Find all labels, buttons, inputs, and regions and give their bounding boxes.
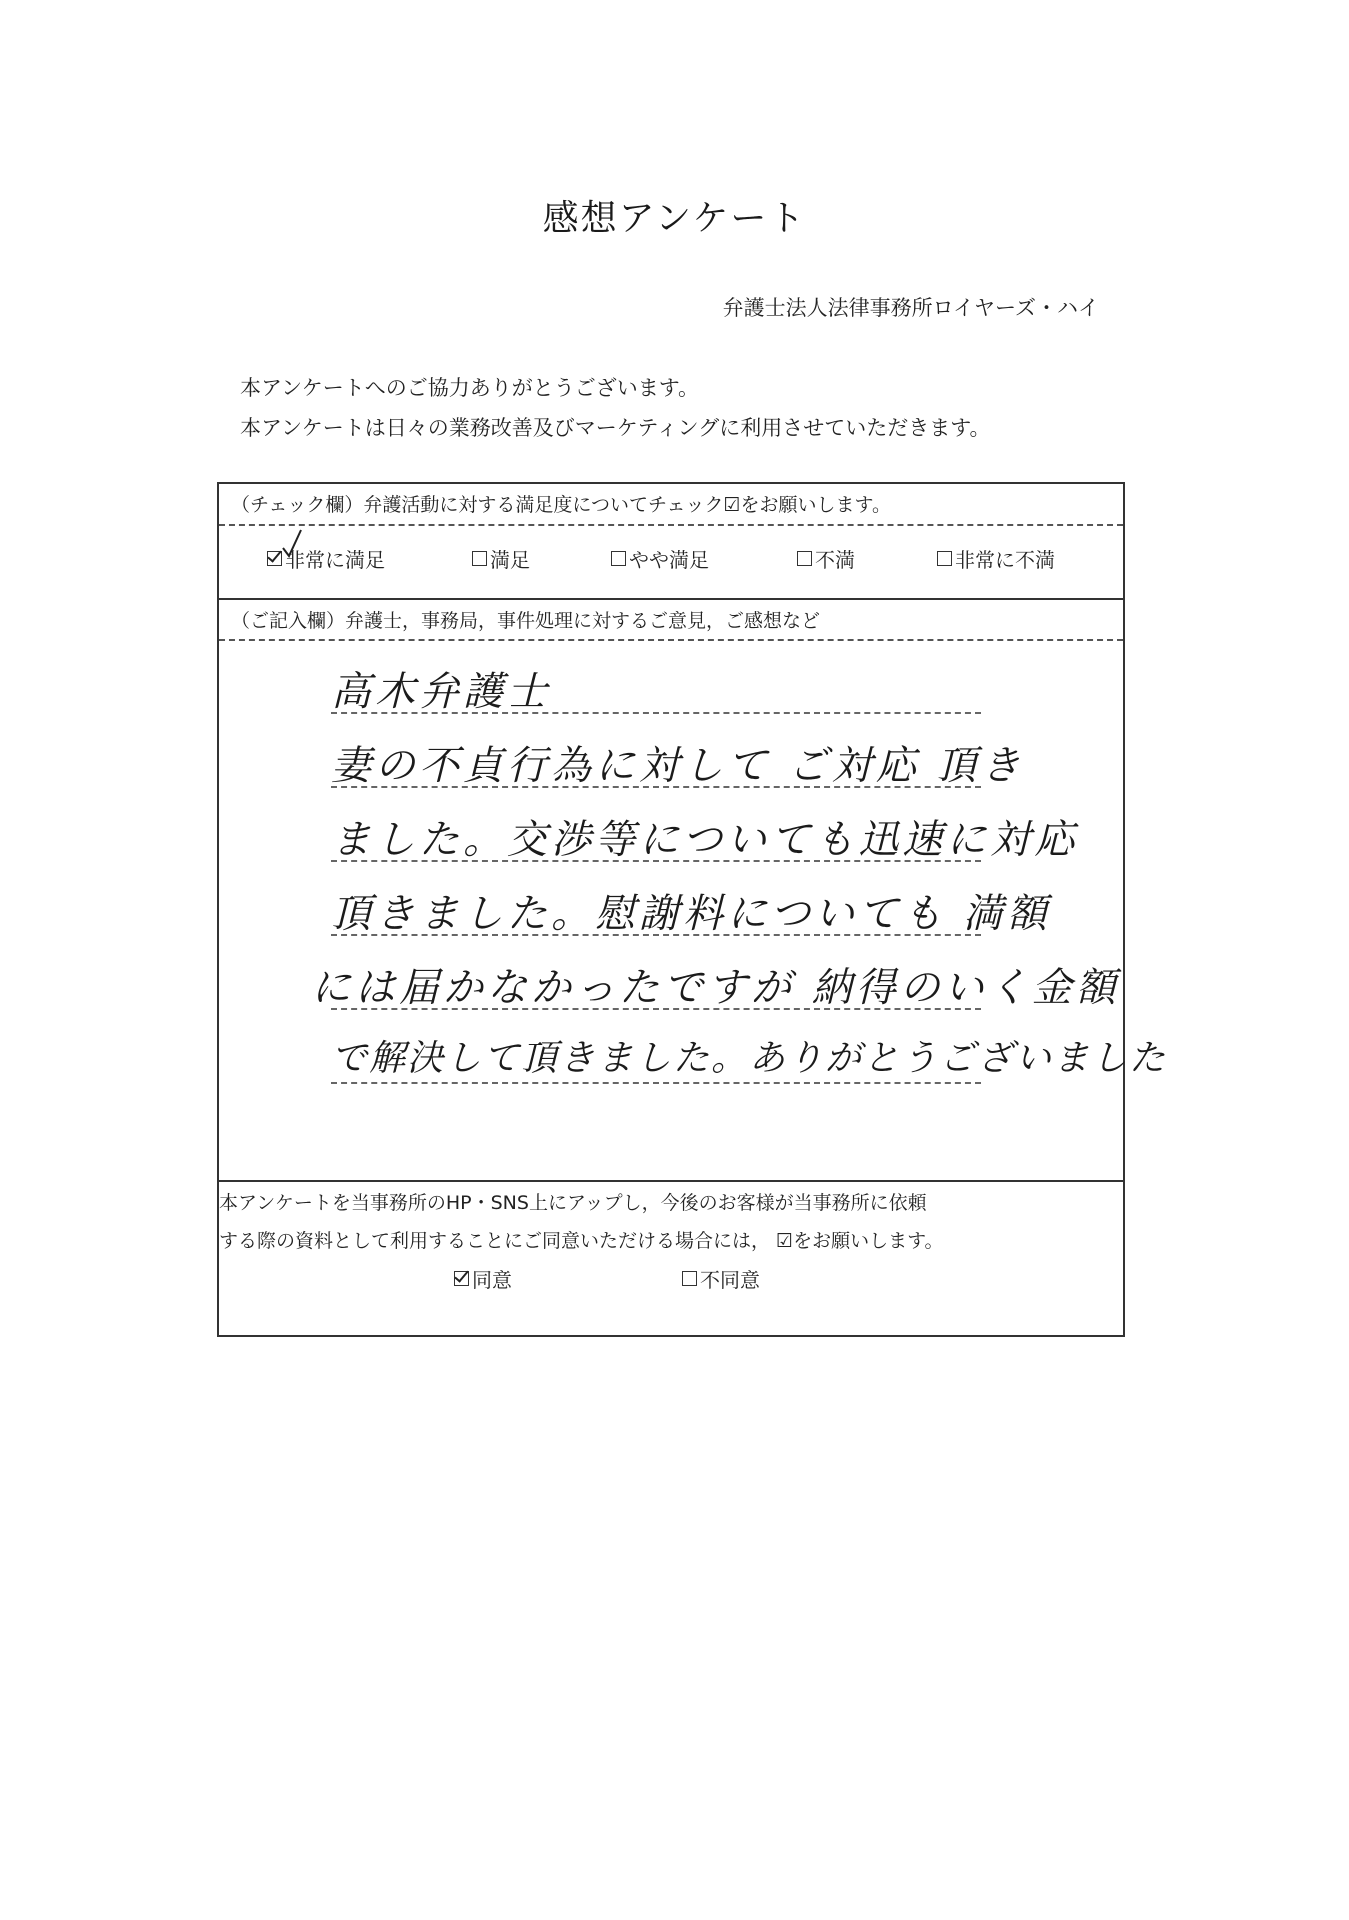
option-very-satisfied[interactable] [267, 544, 385, 573]
writing-line [331, 1082, 981, 1084]
option-agree[interactable] [454, 1264, 512, 1293]
consent-options [454, 1264, 854, 1296]
option-label: 非常に満足 [285, 548, 385, 572]
consent-line: 本アンケートを当事務所のHP・SNS上にアップし，今後のお客様が当事務所に依頼 [219, 1192, 927, 1214]
handwritten-comment-line: ました。交渉等についても迅速に対応 [331, 817, 1079, 863]
checkbox-icon[interactable] [472, 551, 487, 566]
option-very-dissatisfied[interactable] [937, 544, 1055, 573]
checkbox-icon[interactable] [937, 551, 952, 566]
option-label: やや満足 [629, 548, 709, 572]
divider [219, 1180, 1123, 1182]
option-label: 同意 [472, 1268, 512, 1292]
handwritten-comment-line: には届かなかったですが 納得のいく金額 [311, 965, 1120, 1011]
divider [219, 598, 1123, 600]
comment-section-label: （ご記入欄）弁護士，事務局，事件処理に対するご意見，ご感想など [231, 610, 821, 632]
checkbox-icon[interactable] [682, 1271, 697, 1286]
intro-text [240, 368, 991, 448]
option-somewhat-satisfied[interactable] [611, 544, 709, 573]
option-label: 不同意 [700, 1268, 760, 1292]
satisfaction-options [267, 544, 1107, 580]
writing-line [331, 1008, 981, 1010]
intro-line: 本アンケートは日々の業務改善及びマーケティングに利用させていただきます。 [240, 416, 991, 440]
writing-line [331, 860, 981, 862]
writing-line [331, 934, 981, 936]
checkbox-checked-icon[interactable] [454, 1271, 469, 1286]
option-label: 満足 [490, 548, 530, 572]
check-section-label: （チェック欄）弁護活動に対する満足度についてチェック☑をお願いします。 [231, 494, 891, 516]
option-label: 不満 [815, 548, 855, 572]
writing-line [331, 712, 981, 714]
handwritten-comment-line: 妻の不貞行為に対して ご対応 頂き [331, 743, 1025, 789]
handwritten-comment-line: 高木弁護士 [331, 669, 551, 715]
checkbox-icon[interactable] [797, 551, 812, 566]
divider [219, 524, 1123, 526]
option-satisfied[interactable] [472, 544, 530, 573]
handwritten-comment-line: で解決して頂きました。ありがとうございました [331, 1038, 1168, 1079]
handwritten-comment-line: 頂きました。慰謝料についても 満額 [331, 891, 1051, 937]
checkbox-checked-icon[interactable] [267, 551, 282, 566]
option-label: 非常に不満 [955, 548, 1055, 572]
option-dissatisfied[interactable] [797, 544, 855, 573]
consent-line: する際の資料として利用することにご同意いただける場合には， ☑をお願いします。 [219, 1230, 944, 1252]
writing-line [331, 786, 981, 788]
checkbox-icon[interactable] [611, 551, 626, 566]
option-disagree[interactable] [682, 1264, 760, 1293]
consent-text [219, 1184, 944, 1260]
intro-line: 本アンケートへのご協力ありがとうございます。 [240, 376, 700, 400]
firm-name: 弁護士法人法律事務所ロイヤーズ・ハイ [722, 296, 1099, 320]
page-title: 感想アンケート [542, 198, 807, 239]
survey-form [217, 482, 1168, 1337]
divider [219, 639, 1123, 641]
